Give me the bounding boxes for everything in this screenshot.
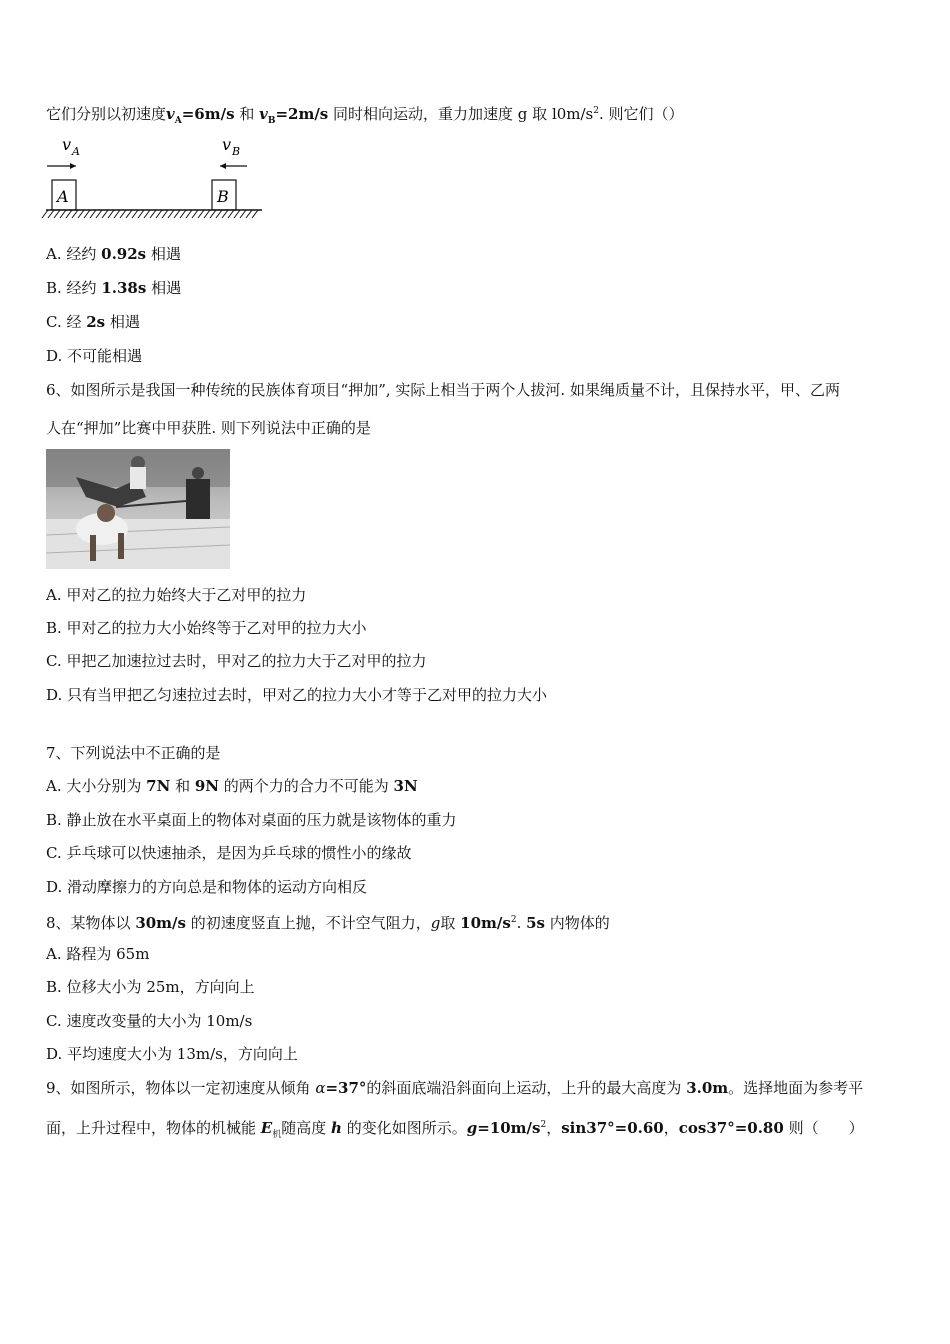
va-label: v	[62, 135, 72, 154]
hatch-mark	[252, 210, 258, 218]
vb-value: =2m/s	[275, 105, 329, 123]
two-blocks-figure	[40, 132, 270, 224]
hatch-mark	[72, 210, 78, 218]
q8-option-d: D. 平均速度大小为 13m/s，方向向上	[46, 1045, 298, 1063]
hatch-mark	[222, 210, 228, 218]
hatch-mark	[180, 210, 186, 218]
hatch-mark	[60, 210, 66, 218]
block-b-label: B	[217, 187, 229, 206]
hatch-mark	[168, 210, 174, 218]
q5-option-c: C. 经 2s 相遇	[46, 313, 140, 331]
q7-option-c: C. 乒乓球可以快速抽杀，是因为乒乓球的惯性小的缘故	[46, 844, 412, 862]
hatch-mark	[42, 210, 48, 218]
q8-option-b: B. 位移大小为 25m，方向向上	[46, 978, 255, 996]
hatch-mark	[246, 210, 252, 218]
q5-stem-text-a: 它们分别以初速度	[46, 105, 167, 123]
q8-option-c: C. 速度改变量的大小为 10m/s	[46, 1012, 253, 1030]
ground-hatching	[42, 210, 258, 218]
block-a-label: A	[57, 187, 69, 206]
hatch-mark	[48, 210, 54, 218]
hatch-mark	[126, 210, 132, 218]
hatch-mark	[96, 210, 102, 218]
hatch-mark	[66, 210, 72, 218]
hatch-mark	[102, 210, 108, 218]
hatch-mark	[54, 210, 60, 218]
va-subscript: A	[174, 116, 182, 126]
hatch-mark	[240, 210, 246, 218]
q6-stem-line2: 人在“押加”比赛中甲获胜. 则下列说法中正确的是	[46, 419, 371, 437]
hatch-mark	[114, 210, 120, 218]
q6-option-b: B. 甲对乙的拉力大小始终等于乙对甲的拉力大小	[46, 619, 367, 637]
q5-stem	[46, 101, 684, 131]
hatch-mark	[84, 210, 90, 218]
hatch-mark	[90, 210, 96, 218]
hatch-mark	[198, 210, 204, 218]
q8-option-a: A. 路程为 65m	[46, 945, 150, 963]
q5-square: 2	[593, 106, 599, 116]
tug-of-war-photo	[46, 449, 230, 569]
q5-stem-text-b: 同时相向运动，重力加速度 g 取 l0m/s	[333, 105, 594, 123]
hatch-mark	[132, 210, 138, 218]
hatch-mark	[144, 210, 150, 218]
hatch-mark	[150, 210, 156, 218]
q7-stem: 7、下列说法中不正确的是	[46, 744, 221, 762]
va-symbol: v	[166, 105, 175, 123]
hatch-mark	[216, 210, 222, 218]
q6-stem-line1: 6、如图所示是我国一种传统的民族体育项目“押加”, 实际上相当于两个人拔河. 如果绳质量不计，且保持水平，甲、乙两	[46, 381, 840, 399]
alpha-symbol: α	[315, 1079, 326, 1097]
va-arrow-head	[70, 163, 76, 169]
vb-label: v	[222, 135, 232, 154]
q5-stem-text-c: . 则它们（）	[599, 105, 684, 123]
q6-option-d: D. 只有当甲把乙匀速拉过去时，甲对乙的拉力大小才等于乙对甲的拉力大小	[46, 686, 548, 704]
energy-symbol: E	[260, 1119, 273, 1137]
q6-option-a: A. 甲对乙的拉力始终大于乙对甲的拉力	[46, 586, 307, 604]
photo-illustration	[46, 449, 230, 569]
hatch-mark	[204, 210, 210, 218]
hatch-mark	[192, 210, 198, 218]
va-value: =6m/s	[181, 105, 235, 123]
hatch-mark	[234, 210, 240, 218]
hatch-mark	[186, 210, 192, 218]
q9-stem-line2: 面，上升过程中，物体的机械能 $E_机$随高度 h 的变化如图所示。$g=10m/s^2$，sin37°=0.60，cos37°=0.80 则（ ）	[46, 1119, 864, 1140]
height-symbol: h	[331, 1119, 342, 1137]
q5-option-a: A. 经约 0.92s 相遇	[46, 245, 181, 263]
q5-option-b: B. 经约 1.38s 相遇	[46, 279, 182, 297]
hatch-mark	[210, 210, 216, 218]
q6-option-c: C. 甲把乙加速拉过去时，甲对乙的拉力大于乙对甲的拉力	[46, 652, 427, 670]
q8-stem: 8、某物体以 30m/s 的初速度竖直上抛，不计空气阻力，g取 $10m/s^2$. 5s 内物体的	[46, 914, 610, 932]
va-label-sub: A	[72, 145, 80, 158]
q5-and: 和	[239, 105, 255, 123]
vb-label-sub: B	[232, 145, 241, 158]
hatch-mark	[228, 210, 234, 218]
q5-option-d: D. 不可能相遇	[46, 347, 143, 365]
vb-symbol: v	[259, 105, 268, 123]
hatch-mark	[156, 210, 162, 218]
q7-option-b: B. 静止放在水平桌面上的物体对桌面的压力就是该物体的重力	[46, 811, 457, 829]
vb-subscript: B	[267, 116, 276, 126]
hatch-mark	[174, 210, 180, 218]
vb-arrow-head	[220, 163, 226, 169]
hatch-mark	[138, 210, 144, 218]
hatch-mark	[78, 210, 84, 218]
q7-option-a: A. 大小分别为 7N 和 9N 的两个力的合力不可能为 3N	[46, 777, 418, 795]
hatch-mark	[120, 210, 126, 218]
q7-option-d: D. 滑动摩擦力的方向总是和物体的运动方向相反	[46, 878, 368, 896]
q9-stem-line1: 9、如图所示，物体以一定初速度从倾角 α=37°的斜面底端沿斜面向上运动，上升的最大高度为 3.0m。选择地面为参考平	[46, 1079, 864, 1097]
hatch-mark	[108, 210, 114, 218]
hatch-mark	[162, 210, 168, 218]
g-symbol: g	[430, 914, 441, 932]
